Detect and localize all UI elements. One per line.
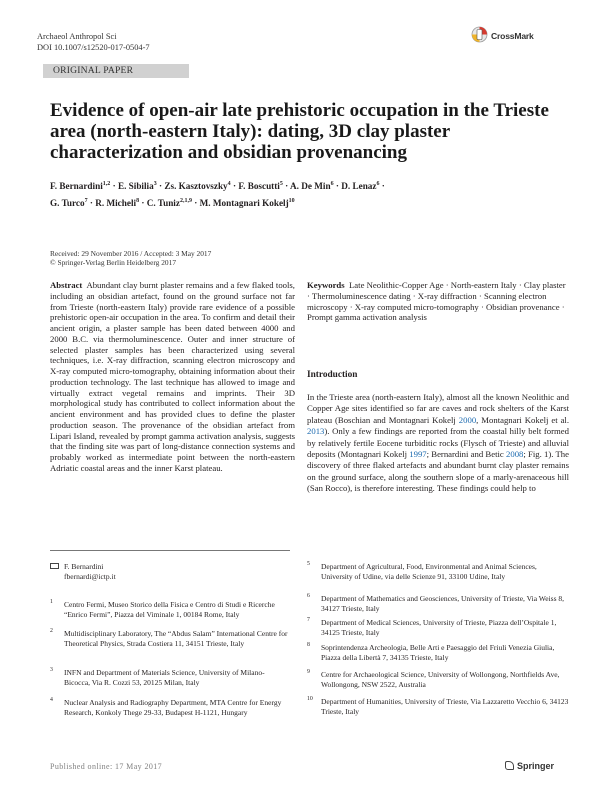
author-affiliation-marker: 6 (376, 181, 380, 187)
affiliation-number: 2 (50, 628, 53, 634)
doi: DOI 10.1007/s12520-017-0504-7 (37, 43, 150, 52)
affiliation (50, 698, 290, 717)
affiliation-text: Department of Mathematics and Geosciences, University of Trieste, Via Weiss 8, 34127 Trieste, Italy (321, 594, 564, 613)
affiliation (307, 594, 569, 613)
author-affiliation-marker: 6 (330, 181, 334, 187)
introduction-heading: Introduction (307, 370, 358, 380)
author-name[interactable]: F. Bernardini (50, 181, 103, 192)
author-name[interactable]: F. Boscutti (238, 181, 280, 192)
author-separator: · (191, 198, 200, 209)
author-list (50, 177, 560, 211)
affiliation (307, 562, 569, 581)
crossmark-badge[interactable] (471, 26, 563, 46)
published-online: Published online: 17 May 2017 (50, 762, 163, 771)
copyright: © Springer-Verlag Berlin Heidelberg 2017 (50, 258, 177, 268)
affiliation (50, 629, 290, 648)
author-affiliation-marker: 10 (288, 198, 295, 205)
author-affiliation-marker: 4 (227, 181, 231, 187)
keywords (307, 280, 569, 323)
author-affiliation-marker: 2,1,9 (179, 198, 192, 205)
author-line-2 (50, 194, 560, 211)
affiliation (307, 618, 569, 637)
author-affiliation-marker: 5 (279, 181, 283, 187)
affiliation (50, 668, 290, 687)
affiliation-number: 10 (307, 696, 313, 702)
citation-link[interactable]: 2013 (307, 426, 325, 437)
affiliation (307, 670, 569, 689)
affiliation (307, 643, 569, 662)
author-name[interactable]: D. Lenaz (341, 181, 377, 192)
author-separator: · (139, 198, 147, 209)
springer-logo (505, 761, 554, 771)
affiliation-text: Department of Medical Sciences, University of Trieste, Piazza dell’Ospitale 1, 34125 Trieste, Italy (321, 618, 557, 637)
keywords-label: Keywords (307, 280, 345, 290)
author-separator: · (87, 198, 96, 209)
affiliation-text: Department of Humanities, University of Trieste, Via Lazzaretto Vecchio 6, 34123 Trieste, Italy (321, 697, 569, 716)
article-type-banner (43, 64, 189, 78)
author-separator: · (282, 181, 291, 192)
envelope-icon (50, 563, 59, 569)
article-title: Evidence of open-air late prehistoric occupation in the Trieste area (north-eastern Italy): dating, 3D clay plaster characterization and obsidian provenancing (50, 100, 549, 163)
affiliation-text: Centre for Archaeological Science, University of Wollongong, Northfields Ave, Wollongong, NSW 2522, Australia (321, 670, 560, 689)
affiliation-number: 4 (50, 697, 53, 703)
affiliation-number: 8 (307, 642, 310, 648)
affiliation-text: Centro Fermi, Museo Storico della Fisica e Centro di Studi e Ricerche “Enrico Fermi”, Piazza del Viminale 1, 00184 Rome, Italy (64, 600, 275, 619)
abstract-text: Abundant clay burnt plaster remains and a few flaked tools, including an obsidian artefact, found on the ground surface not far from Trieste (north-eastern Italy) provide rare evidence of a possible prehistoric open-air occupation in the area. To confirm and detail their ancient origin, a plaster sample has been dated between 4000 and 2000 B.C. via thermoluminescence. Outer and inner structure of selected plaster samples has been characterized using several techniques, i.e. X-ray diffraction, scanning electron microscopy and X-ray computed micro-tomography, obtaining information about their production technology. The last technique has allowed to image and virtually extract vegetal remains and imprints. Their 3D morphological study has contributed to collect information about the ancient environment and has provided clues to define the plaster production season. The provenance of the obsidian artefact from Lipari Island, revealed by prompt gamma activation analysis, suggests that the finding site was part of long-distance connection systems and probably worked as intermediate point between the north-eastern Adriatic coastal areas and the inner Karst plateau. (50, 280, 295, 473)
intro-text-segment: In the Trieste area (north-eastern Italy), almost all the known Neolithic and Copper Age sites identified so far are caves and rock shelters of the Karst plateau (Boschian and Montagnari Kokelj (307, 392, 569, 425)
journal-header (37, 31, 150, 53)
crossmark-icon (471, 26, 488, 44)
affiliation (50, 600, 290, 619)
intro-text-segment: ; Bernardini and Betic (426, 449, 506, 460)
journal-name: Archaeol Anthropol Sci (37, 32, 117, 41)
citation-link[interactable]: 2000 (458, 414, 477, 425)
author-separator: · (333, 181, 342, 192)
springer-horse-icon (505, 761, 514, 770)
abstract (50, 280, 295, 474)
affiliation-text: Multidisciplinary Laboratory, The “Abdus Salam” International Centre for Theoretical Physics, Strada Costiera 11, 34151 Trieste, Italy (64, 629, 288, 648)
author-separator: · (156, 181, 165, 192)
correspondence (50, 562, 116, 581)
introduction-text (307, 392, 569, 495)
author-name[interactable]: G. Turco (50, 198, 85, 209)
affiliation-number: 1 (50, 599, 53, 605)
affiliation (307, 697, 569, 716)
author-name[interactable]: A. De Min (290, 181, 331, 192)
author-name[interactable]: C. Tuniz (146, 198, 180, 209)
affiliation-number: 9 (307, 669, 310, 675)
springer-wordmark: Springer (517, 761, 555, 771)
publication-dates (50, 249, 211, 268)
affiliation-text: INFN and Department of Materials Science, University of Milano-Bicocca, Via R. Cozzi 53, 20125 Milan, Italy (64, 668, 265, 687)
author-separator: · (379, 181, 385, 192)
corresponding-author: F. Bernardini (64, 562, 104, 571)
intro-text-segment: ). Only a few findings are reported from the coastal hilly belt formed by relatively fertile Eocene turbiditic rocks (Flysch of Trieste) and alluvial deposits (Montagnari Kokelj (307, 426, 569, 460)
author-affiliation-marker: 1,2 (102, 181, 111, 187)
affiliation-number: 3 (50, 667, 53, 673)
abstract-label: Abstract (50, 280, 83, 290)
author-separator: · (230, 181, 239, 192)
citation-link[interactable]: 2008 (506, 449, 524, 460)
article-type-label: ORIGINAL PAPER (53, 65, 134, 76)
author-name[interactable]: Zs. Kasztovszky (164, 181, 228, 192)
footnote-divider (50, 550, 290, 551)
affiliation-number: 7 (307, 617, 310, 623)
author-affiliation-marker: 7 (84, 198, 88, 205)
affiliation-text: Nuclear Analysis and Radiography Department, MTA Centre for Energy Research, Konkoly Thege 29-33, Budapest H-1121, Hungary (64, 698, 282, 717)
author-line-1 (50, 177, 560, 194)
affiliation-text: Department of Agricultural, Food, Environmental and Animal Sciences, University of Udine, via delle Scienze 91, 33100 Udine, Italy (321, 562, 537, 581)
author-name[interactable]: M. Montagnari Kokelj (199, 198, 289, 209)
received-accepted: Received: 29 November 2016 / Accepted: 3 May 2017 (50, 249, 212, 258)
intro-text-segment: ; Fig. 1). The discovery of three flaked artefacts and abundant burnt clay plaster remains on the ground surface, along the southern slope of a marly-arenaceous hill (San Rocco), is therefore interesting. These findings could help to (307, 449, 570, 494)
author-affiliation-marker: 3 (153, 181, 157, 187)
affiliation-number: 5 (307, 561, 310, 567)
author-name[interactable]: E. Sibilia (117, 181, 154, 192)
corresponding-email[interactable]: fbernardi@ictp.it (64, 571, 116, 581)
author-separator: · (110, 181, 118, 192)
author-affiliation-marker: 8 (136, 198, 140, 205)
author-name[interactable]: R. Micheli (95, 198, 137, 209)
affiliation-text: Soprintendenza Archeologia, Belle Arti e Paesaggio del Friuli Venezia Giulia, Piazza della Libertà 7, 34135 Trieste, Italy (321, 643, 555, 662)
affiliation-number: 6 (307, 593, 310, 599)
crossmark-label: CrossMark (491, 31, 534, 41)
citation-link[interactable]: 1997 (409, 449, 427, 460)
intro-text-segment: , Montagnari Kokelj et al. (476, 414, 570, 425)
keywords-text: Late Neolithic-Copper Age · North-eastern Italy · Clay plaster · Thermoluminescence dating · X-ray diffraction · Scanning electron microscopy · X-ray computed micro-tomography · Obsidian provenance · Prompt gamma activation analysis (307, 280, 566, 323)
